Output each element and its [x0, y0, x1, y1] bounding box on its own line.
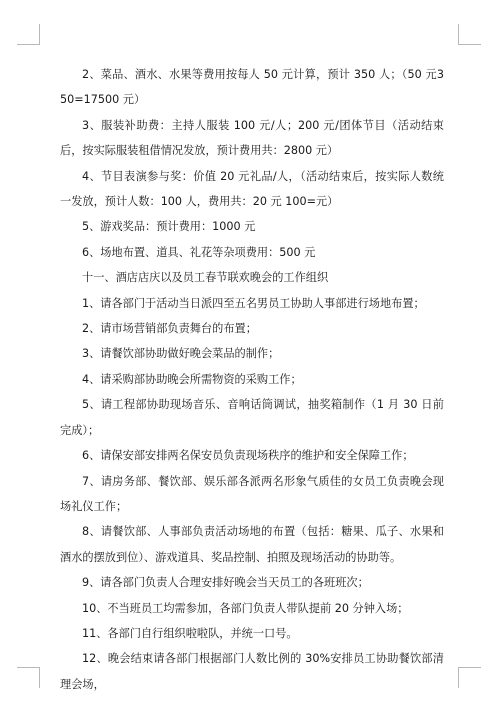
paragraph-task-1: 1、请各部门于活动当日派四至五名男员工协助人事部进行场地布置；	[82, 296, 425, 310]
paragraph-task-12: 12、晚会结束请各部门根据部门人数比例的 30%安排员工协助餐饮部清理会场，	[60, 652, 444, 691]
crop-mark-bottom-left	[17, 667, 40, 688]
paragraph-task-4: 4、请采购部协助晚会所需物资的采购工作；	[82, 372, 302, 386]
paragraph-task-3: 3、请餐饮部协助做好晚会菜品的制作；	[82, 347, 280, 361]
paragraph-cost-venue: 6、场地布置、道具、礼花等杂项费用：500 元	[82, 245, 316, 259]
paragraph-task-9: 9、请各部门负责人合理安排好晚会当天员工的各班班次；	[82, 576, 369, 590]
crop-mark-bottom-right	[458, 667, 481, 688]
paragraph-task-11: 11、各部门自行组织啦啦队，并统一口号。	[82, 626, 298, 640]
crop-mark-top-left	[17, 24, 40, 45]
paragraph-task-8: 8、请餐饮部、人事部负责活动场地的布置（包括：糖果、瓜子、水果和酒水的摆放到位）、游戏道具、奖品控制、拍照及现场活动的协助等。	[60, 525, 444, 564]
paragraph-task-7: 7、请房务部、餐饮部、娱乐部各派两名形象气质佳的女员工负责晚会现场礼仪工作；	[60, 474, 444, 513]
paragraph-task-10: 10、不当班员工均需参加，各部门负责人带队提前 20 分钟入场；	[82, 601, 409, 615]
paragraph-cost-game-prizes: 5、游戏奖品：预计费用：1000 元	[82, 220, 256, 234]
paragraph-cost-performance-award: 4、节目表演参与奖：价值 20 元礼品/人，（活动结束后，按实际人数统一发放，预计人数：100 人，费用共：20 元 100=元）	[60, 169, 444, 209]
paragraph-task-6: 6、请保安部安排两名保安员负责现场秩序的维护和安全保障工作；	[82, 449, 414, 463]
crop-mark-top-right	[458, 24, 481, 45]
paragraph-cost-food: 2、菜品、酒水、水果等费用按每人 50 元计算，预计 350 人；（50 元350=17500 元）	[60, 68, 444, 107]
section-heading: 十一、酒店店庆以及员工春节联欢晚会的工作组织	[82, 271, 329, 285]
paragraph-cost-costume: 3、服装补助费：主持人服装 100 元/人；200 元/团体节目（活动结束后，按实际服装租借情况发放，预计费用共：2800 元）	[60, 118, 444, 158]
paragraph-task-2: 2、请市场营销部负责舞台的布置；	[82, 322, 257, 336]
document-body	[60, 62, 444, 697]
paragraph-task-5: 5、请工程部协助现场音乐、音响话筒调试，抽奖箱制作（1 月 30 日前完成）；	[60, 398, 444, 437]
